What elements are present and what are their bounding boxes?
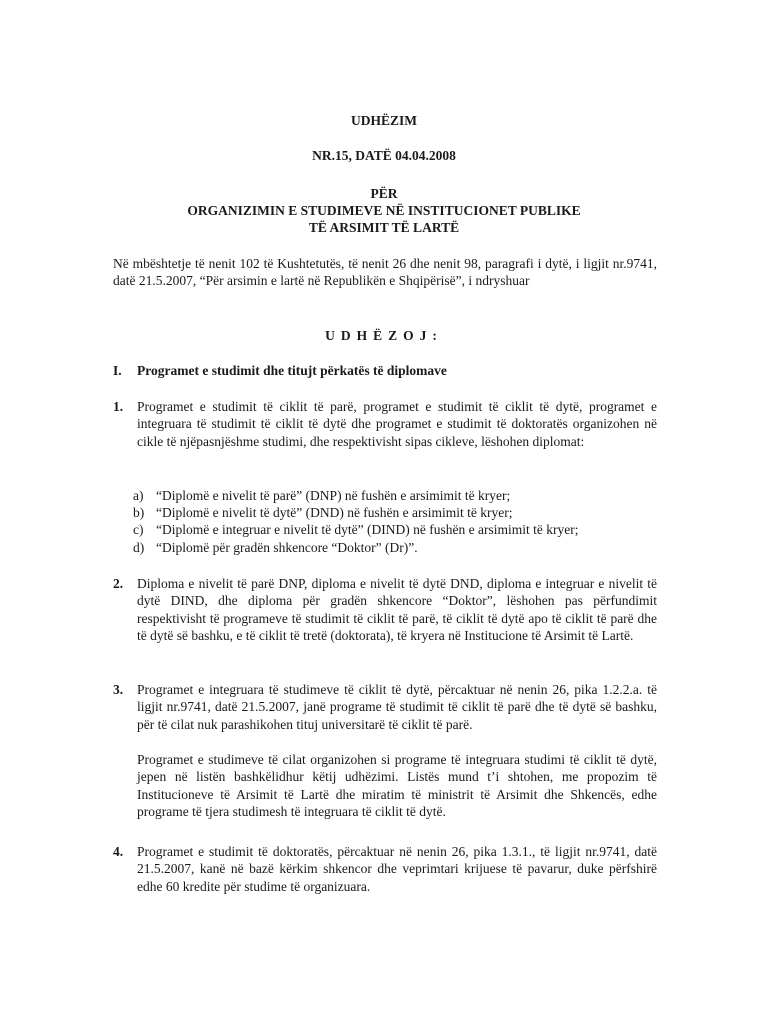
list-item: “Diplomë e nivelit të dytë” (DND) në fushën e arsimimit të kryer; bbox=[156, 505, 513, 520]
paragraph-4-number: 4. bbox=[113, 844, 124, 859]
document-subject-line2: TË ARSIMIT TË LARTË bbox=[308, 220, 460, 235]
document-subject-line1: ORGANIZIMIN E STUDIMEVE NË INSTITUCIONET PUBLIKE bbox=[187, 203, 581, 218]
preamble-paragraph: Në mbështetje të nenit 102 të Kushtetutës, të nenit 26 dhe nenit 98, paragrafi i dytë, i ligjit nr.9741, datë 21.5.2007, “Për arsimin e lartë në Republikën e Shqipërisë”, i ndryshuar bbox=[113, 256, 657, 289]
list-item: “Diplomë e nivelit të parë” (DNP) në fushën e arsimimit të kryer; bbox=[156, 488, 511, 503]
section-number: I. bbox=[113, 363, 122, 378]
list-item-marker: b) bbox=[133, 505, 145, 520]
paragraph-3-continuation: Programet e studimeve të cilat organizohen si programe të integruara studimi të ciklit të dytë, jepen në listën bashkëlidhur këtij udhëzimi. Listës mund t’i shtohen, me propozim të Institucioneve të Arsimit të Lartë dhe miratim të ministrit të Arsimit dhe Shkencës, edhe programe të tjera studimesh të integruara të ciklit të dytë. bbox=[137, 752, 657, 819]
paragraph-3-text: Programet e integruara të studimeve të ciklit të dytë, përcaktuar në nenin 26, pika 1.2.2.a. të ligjit nr.9741, datë 21.5.2007, janë programe të studimit të ciklit të parë dhe të dytë së bashku, për të cilat nuk parashikohen tituj universitarë të ciklit të parë. bbox=[137, 682, 657, 732]
list-item-marker: c) bbox=[133, 522, 144, 537]
paragraph-1-number: 1. bbox=[113, 399, 124, 414]
paragraph-1-text: Programet e studimit të ciklit të parë, programet e studimit të ciklit të dytë, programet e integruara të studimit të ciklit të dytë dhe programet e studimit të doktoratës organizohen në cikle të njëpasnjëshme studimi, dhe respektivisht sipas cikleve, lëshohen diplomat: bbox=[137, 399, 657, 449]
document-per: PËR bbox=[370, 186, 398, 201]
paragraph-2-text: Diploma e nivelit të parë DNP, diploma e nivelit të dytë DND, diploma e integruar e nivelit të dytë DIND, dhe diploma për gradën shkencore “Doktor”, lëshohen pas përfundimit respektivisht të programeve të studimit të ciklit të parë, të ciklit të dytë apo të ciklit të parë dhe të dytë së bashku, e të ciklit të tretë (doktorata), të kryera në Institucione të Arsimit të Lartë. bbox=[137, 576, 657, 643]
list-item: “Diplomë për gradën shkencore “Doktor” (Dr)”. bbox=[156, 540, 418, 555]
paragraph-2-number: 2. bbox=[113, 576, 124, 591]
paragraph-3-number: 3. bbox=[113, 682, 124, 697]
document-title: UDHËZIM bbox=[350, 113, 417, 128]
list-item-marker: a) bbox=[133, 488, 144, 503]
list-item-marker: d) bbox=[133, 540, 145, 555]
section-title: Programet e studimit dhe titujt përkatës të diplomave bbox=[137, 363, 447, 378]
document-number-date: NR.15, DATË 04.04.2008 bbox=[312, 148, 456, 163]
directive-heading: UDHËZOJ: bbox=[325, 328, 443, 343]
list-item: “Diplomë e integruar e nivelit të dytë” (DIND) në fushën e arsimimit të kryer; bbox=[156, 522, 579, 537]
paragraph-4-text: Programet e studimit të doktoratës, përcaktuar në nenin 26, pika 1.3.1., të ligjit nr.9741, datë 21.5.2007, kanë në bazë kërkim shkencor dhe veprimtari krijuese të pavarur, duke përfshirë edhe 60 kredite për studime të organizuara. bbox=[137, 844, 657, 894]
